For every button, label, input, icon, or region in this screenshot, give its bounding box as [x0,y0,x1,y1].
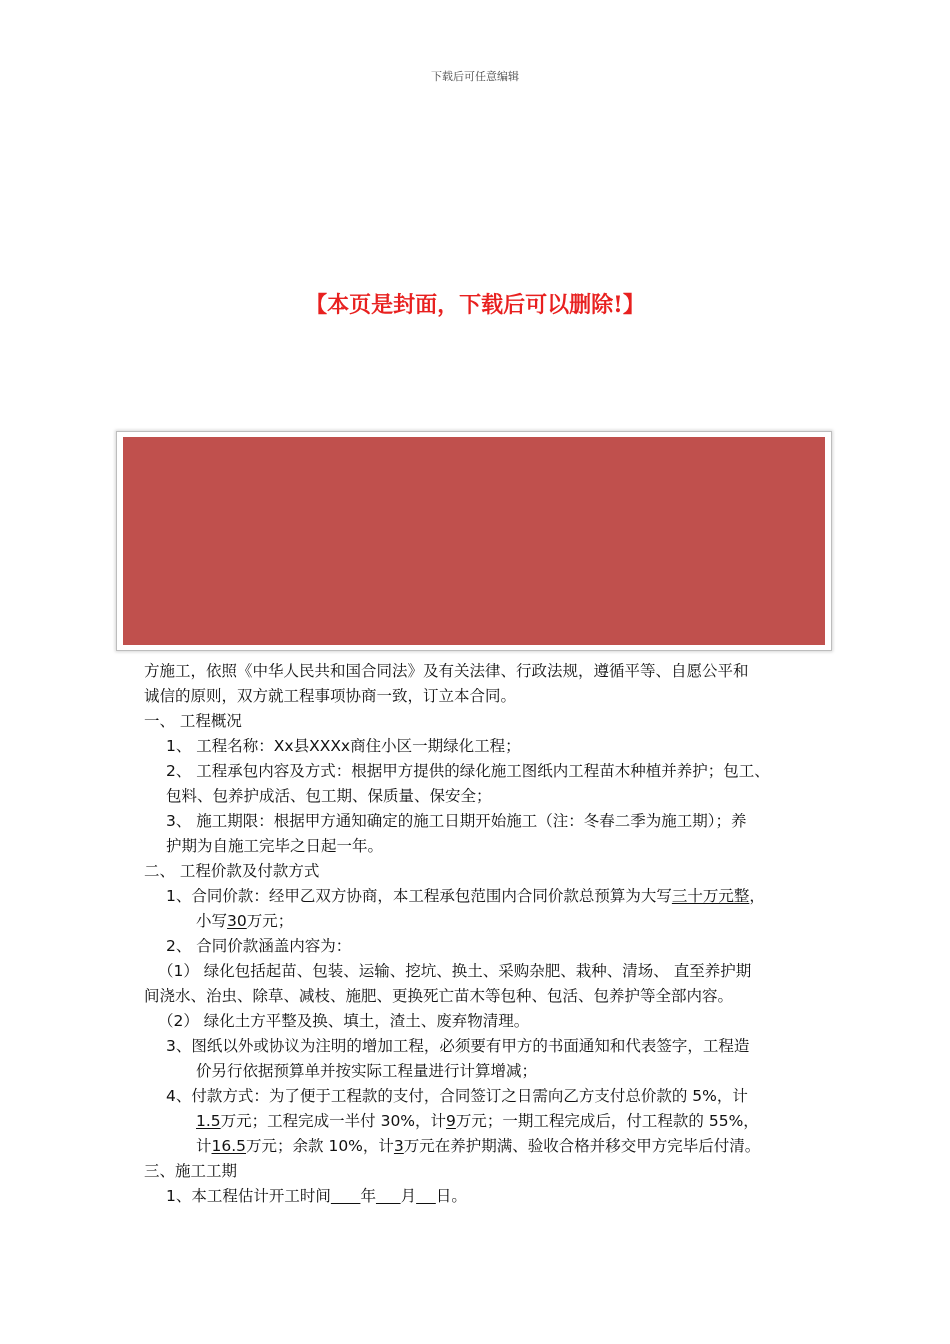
text-segment: 计 [196,1137,212,1155]
list-item-continuation: 价另行依据预算单并按实际工程量进行计算增减； [196,1062,538,1080]
text-segment: 万元；工程完成一半付 30%，计 [220,1112,447,1130]
sub-item: （1） 绿化包括起苗、包装、运输、挖坑、换土、采购杂肥、栽种、清场、 直至养护期 [158,962,752,980]
blank-month [376,1187,401,1205]
amount-number: 3 [393,1137,404,1155]
list-item-continuation: 护期为自施工完毕之日起一年。 [166,837,384,855]
amount-number: 30 [227,912,247,930]
blank-year [331,1187,361,1205]
text-segment: 小写 [196,912,228,930]
list-item-contract-price [166,885,765,907]
text-segment: 万元；余款 10%，计 [246,1137,394,1155]
list-item-payment: 4、付款方式：为了便于工程款的支付，合同签订之日需向乙方支付总价款的 5%，计 [166,1087,748,1105]
page-header: 下载后可任意编辑 [431,70,519,83]
text-segment: 月 [400,1187,417,1205]
amount-in-words: 三十万元整 [671,887,750,905]
list-item: 2、 工程承包内容及方式：根据甲方提供的绿化施工图纸内工程苗木种植并养护；包工、 [166,762,770,780]
paragraph-line: 方施工，依照《中华人民共和国合同法》及有关法律、行政法规，遵循平等、自愿公平和 [144,662,749,680]
text-segment: 万元在养护期满、验收合格并移交甲方完毕后付清。 [403,1137,761,1155]
section-heading-price: 二、 工程价款及付款方式 [144,862,320,880]
sub-item: （2） 绿化土方平整及换、填土，渣土、废弃物清理。 [158,1012,530,1030]
text-segment: 年 [360,1187,376,1205]
cover-banner [123,437,825,645]
cover-banner-frame [117,432,831,650]
amount-number: 1.5 [196,1112,221,1130]
list-item-continuation [196,910,293,932]
list-item: 1、 工程名称：Xx县XXXx商住小区一期绿化工程； [166,737,521,755]
sub-item-continuation: 间浇水、治虫、除草、减枝、施肥、更换死亡苗木等包种、包活、包养护等全部内容。 [144,987,734,1005]
amount-number: 9 [446,1112,456,1130]
text-segment: ， [749,887,765,905]
cover-notice: 【本页是封面，下载后可以删除!】 [305,292,645,318]
text-segment: 1、本工程估计开工时间 [166,1187,331,1205]
section-heading-schedule: 三、施工工期 [144,1162,238,1180]
list-item: 2、 合同价款涵盖内容为： [166,937,352,955]
list-item-start-date [166,1185,467,1207]
text-segment: 万元；一期工程完成后，付工程款的 55%， [455,1112,759,1130]
blank-day [416,1187,436,1205]
list-item: 3、图纸以外或协议为注明的增加工程，必须要有甲方的书面通知和代表签字，工程造 [166,1037,750,1055]
text-segment: 1、合同价款：经甲乙双方协商，本工程承包范围内合同价款总预算为大写 [166,887,672,905]
text-segment: 日。 [435,1187,467,1205]
amount-number: 16.5 [211,1137,247,1155]
paragraph-line: 诚信的原则，双方就工程事项协商一致，订立本合同。 [144,687,517,705]
text-segment: 万元； [246,912,294,930]
list-item-continuation [196,1110,759,1132]
list-item-continuation [196,1135,760,1157]
list-item: 3、 施工期限：根据甲方通知确定的施工日期开始施工（注：冬春二季为施工期）；养 [166,812,747,830]
section-heading-overview: 一、 工程概况 [144,712,242,730]
list-item-continuation: 包料、包养护成活、包工期、保质量、保安全； [166,787,492,805]
